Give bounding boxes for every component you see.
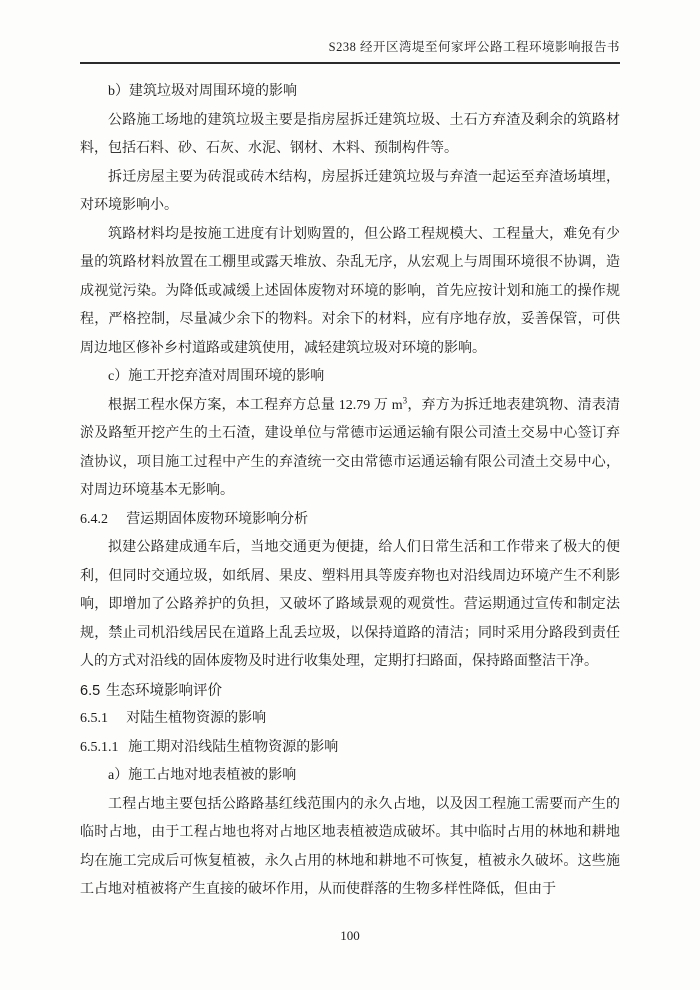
para-spoil-text-after: ，弃方为拆迁地表建筑物、清表清淤及路堑开挖产生的土石渣，建设单位与常德市运通运输有限公司渣土交易中心签订弃渣协议，项目施工过程中产生的弃渣统一交由常德市运通运输有限公司渣土交易中心，对周边环境基本无影响。 [80, 397, 621, 498]
page-number: 100 [340, 928, 360, 943]
para-road-materials: 筑路材料均是按施工进度有计划购置的，但公路工程规模大、工程量大，难免有少量的筑路材料放置在工棚里或露天堆放、杂乱无序，从宏观上与周围环境很不协调，造成视觉污染。为降低或减缓上述固体废物对环境的影响，首先应按计划和施工的操作规程，严格控制，尽量减少余下的物料。对余下的材料，应有序地存放，妥善保管，可供周边地区修补乡村道路或建筑使用，减轻建筑垃圾对环境的影响。 [80, 226, 620, 356]
cubic-meter-superscript: 3 [402, 394, 408, 405]
para-operation-period: 拟建公路建成通车后，当地交通更为便捷，给人们日常生活和工作带来了极大的便利，但同时交通垃圾，如纸屑、果皮、塑料用具等废弃物也对沿线周边环境产生不利影响，即增加了公路养护的负担，又破坏了路域景观的观赏性。营运期通过宣传和制定法规，禁止司机沿线居民在道路上乱丢垃圾，以保持道路的清洁；同时采用分路段到责任人的方式对沿线的固体废物及时进行收集处理，定期打扫路面，保持路面整洁干净。 [80, 540, 620, 669]
heading-6-5-1-title: 对陆生植物资源的影响 [126, 711, 267, 726]
page-body [80, 78, 620, 905]
page-header [80, 40, 620, 64]
heading-6-5-1-1-number: 6.5.1.1 [80, 739, 119, 755]
heading-6-5-title: 生态环境影响评价 [105, 682, 222, 699]
para-spoil [80, 392, 620, 506]
heading-6-5 [80, 677, 620, 706]
para-demolition: 拆迁房屋主要为砖混或砖木结构，房屋拆迁建筑垃圾与弃渣一起运至弃渣场填埋，对环境影响小。 [80, 169, 620, 213]
heading-6-5-1-number: 6.5.1 [80, 711, 108, 726]
para-spoil-text-before: 根据工程水保方案，本工程弃方总量 12.79 万 m [108, 397, 403, 413]
report-title: S238 经开区湾堤至何家坪公路工程环境影响报告书 [328, 40, 620, 54]
heading-a-land-occupation: a）施工占地对地表植被的影响 [108, 768, 297, 783]
heading-6-4-2-title: 营运期固体废物环境影响分析 [126, 511, 309, 527]
para-construction-waste: 公路施工场地的建筑垃圾主要是指房屋拆迁建筑垃圾、土石方弃渣及剩余的筑路材料，包括石料、砂、石灰、水泥、钢材、木料、预制构件等。 [80, 112, 620, 156]
heading-6-5-number: 6.5 [80, 682, 101, 699]
heading-b-construction-waste: b）建筑垃圾对周围环境的影响 [108, 84, 297, 99]
para-land-occupation: 工程占地主要包括公路路基红线范围内的永久占地，以及因工程施工需要而产生的临时占地，由于工程占地也将对占地区地表植被造成破坏。其中临时占用的林地和耕地均在施工完成后可恢复植被，永久占用的林地和耕地不可恢复，植被永久破坏。这些施工占地对植被将产生直接的破坏作用，从而使群落的生物多样性降低，但由于 [80, 796, 620, 897]
page-footer [0, 928, 700, 944]
heading-6-4-2-number: 6.4.2 [80, 511, 108, 527]
heading-6-4-2 [80, 506, 620, 535]
heading-c-excavation-spoil: c）施工开挖弃渣对周围环境的影响 [108, 369, 325, 384]
heading-6-5-1-1-title: 施工期对沿线陆生植物资源的影响 [128, 739, 339, 755]
heading-6-5-1-1 [80, 734, 620, 763]
heading-6-5-1 [80, 705, 620, 734]
